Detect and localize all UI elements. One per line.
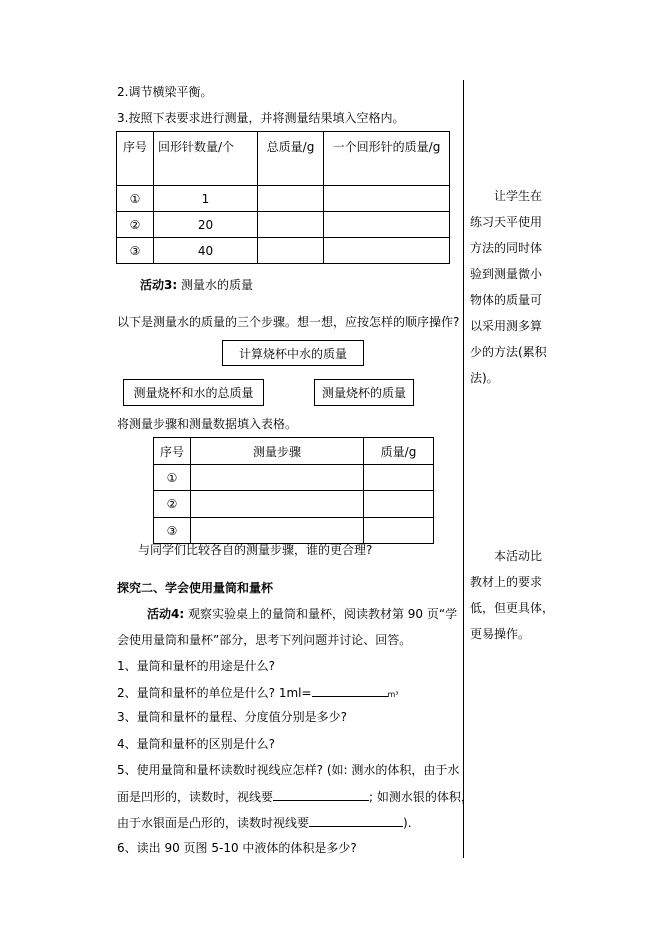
table-header-row — [154, 438, 434, 465]
table-header-row — [117, 132, 450, 186]
answer-blank[interactable] — [312, 684, 388, 697]
row-index: ① — [117, 186, 154, 212]
step-2-text: 2.调节横梁平衡。 — [117, 85, 213, 99]
side-note-line: 验到测量微小 — [470, 267, 543, 281]
empty-cell[interactable] — [324, 186, 450, 212]
clip-count: 1 — [154, 186, 258, 212]
clip-count: 40 — [154, 238, 258, 264]
table-row — [154, 465, 434, 491]
header-cell: 测量步骤 — [191, 438, 364, 465]
empty-cell[interactable] — [324, 238, 450, 264]
empty-cell[interactable] — [364, 518, 434, 544]
header-cell: 总质量/g — [258, 132, 324, 186]
compare-text: 与同学们比较各自的测量步骤，谁的更合理? — [138, 543, 373, 557]
row-index: ② — [154, 491, 191, 518]
paperclip-table — [116, 131, 450, 264]
side-note-line: 教材上的要求 — [470, 575, 543, 589]
question-2 — [117, 684, 399, 703]
side-note-line: 物体的质量可 — [470, 293, 543, 307]
side-note-line: 练习天平使用 — [470, 215, 543, 229]
question-5-line3 — [117, 814, 412, 831]
question-4: 4、量筒和量杯的区别是什么? — [117, 737, 276, 751]
activity-4-line1 — [147, 606, 457, 622]
table-row — [117, 238, 450, 264]
empty-cell[interactable] — [191, 518, 364, 544]
activity-4-text: 观察实验桌上的量筒和量杯，阅读教材第 90 页“学 — [187, 607, 458, 621]
fill-instruction: 将测量步骤和测量数据填入表格。 — [117, 417, 298, 431]
activity-3-title: 测量水的质量 — [180, 278, 253, 292]
empty-cell[interactable] — [191, 491, 364, 518]
row-index: ① — [154, 465, 191, 491]
row-index: ② — [117, 212, 154, 238]
activity-4-label: 活动4: — [147, 607, 185, 621]
header-cell: 回形针数量/个 — [154, 132, 258, 186]
clip-count: 20 — [154, 212, 258, 238]
empty-cell[interactable] — [258, 238, 324, 264]
column-divider — [463, 80, 464, 858]
header-cell: 序号 — [117, 132, 154, 186]
header-cell: 一个回形针的质量/g — [324, 132, 450, 186]
step-box-calculate: 计算烧杯中水的质量 — [222, 340, 364, 366]
activity-4-line2: 会使用量筒和量杯”部分，思考下列问题并讨论、回答。 — [117, 633, 412, 647]
question-5-text: ; 如测水银的体积， — [369, 790, 473, 804]
table-row — [117, 186, 450, 212]
empty-cell[interactable] — [191, 465, 364, 491]
empty-cell[interactable] — [364, 491, 434, 518]
question-5-text: ). — [403, 816, 412, 830]
question-5-text: 由于水银面是凸形的，读数时视线要 — [117, 816, 310, 830]
question-6: 6、读出 90 页图 5-10 中液体的体积是多少? — [117, 841, 357, 855]
row-index: ③ — [117, 238, 154, 264]
unit-label: m³ — [387, 690, 399, 699]
table-row — [154, 491, 434, 518]
activity-3-label: 活动3: — [140, 278, 178, 292]
activity-3-intro: 以下是测量水的质量的三个步骤。想一想，应按怎样的顺序操作? — [117, 315, 460, 329]
row-index: ③ — [154, 518, 191, 544]
side-note-line: 低，但更具体， — [470, 601, 555, 615]
step-box-beaker-mass: 测量烧杯的质量 — [314, 379, 414, 406]
answer-blank[interactable] — [309, 814, 403, 827]
step-3-text: 3.按照下表要求进行测量，并将测量结果填入空格内。 — [117, 111, 405, 125]
section-2-heading: 探究二、学会使用量筒和量杯 — [117, 581, 274, 595]
side-note-line: 方法的同时体 — [470, 241, 543, 255]
steps-table — [153, 437, 434, 544]
empty-cell[interactable] — [258, 186, 324, 212]
header-cell: 质量/g — [364, 438, 434, 465]
question-5-line2 — [117, 788, 473, 805]
question-5-text: 面是凹形的，读数时，视线要 — [117, 790, 274, 804]
empty-cell[interactable] — [364, 465, 434, 491]
header-cell: 序号 — [154, 438, 191, 465]
question-5-line1: 5、使用量筒和量杯读数时视线应怎样? (如: 测水的体积，由于水 — [117, 763, 460, 777]
table-row — [117, 212, 450, 238]
question-2-text: 2、量筒和量杯的单位是什么? 1ml= — [117, 686, 312, 700]
side-note-line: 更易操作。 — [470, 627, 531, 641]
side-note-line: 本活动比 — [494, 549, 543, 563]
side-note-line: 以采用测多算 — [470, 319, 543, 333]
step-box-total-mass: 测量烧杯和水的总质量 — [123, 379, 264, 406]
table-row — [154, 518, 434, 544]
side-note-line: 少的方法(累积 — [470, 345, 547, 359]
empty-cell[interactable] — [324, 212, 450, 238]
side-note-line: 让学生在 — [494, 189, 543, 203]
activity-3-heading — [140, 277, 253, 293]
question-1: 1、量筒和量杯的用途是什么? — [117, 659, 276, 673]
empty-cell[interactable] — [258, 212, 324, 238]
answer-blank[interactable] — [273, 788, 369, 801]
question-3: 3、量筒和量杯的量程、分度值分别是多少? — [117, 710, 348, 724]
side-note-line: 法)。 — [470, 371, 499, 385]
